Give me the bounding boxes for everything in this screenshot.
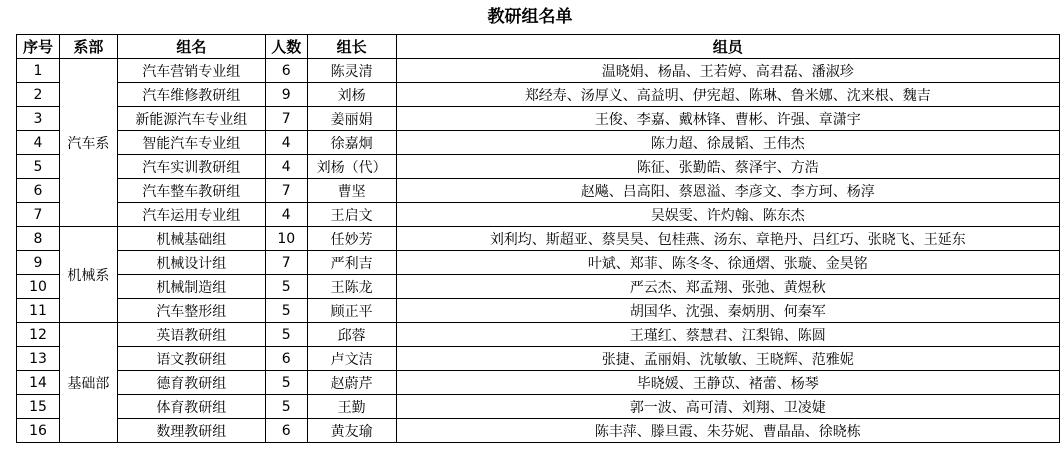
cell-group: 数理教研组 bbox=[117, 419, 265, 443]
header-row bbox=[17, 35, 1060, 59]
cell-members: 叶斌、郑菲、陈冬冬、徐通熠、张璇、金昊铭 bbox=[396, 251, 1059, 275]
table-row bbox=[17, 107, 1060, 131]
cell-group: 汽车实训教研组 bbox=[117, 155, 265, 179]
cell-index: 10 bbox=[17, 275, 60, 299]
cell-members: 郑经寿、汤厚义、高益明、伊宪超、陈琳、鲁米娜、沈来根、魏吉 bbox=[396, 83, 1059, 107]
cell-members: 严云杰、郑孟翔、张弛、黄煜秋 bbox=[396, 275, 1059, 299]
cell-count: 7 bbox=[265, 179, 307, 203]
cell-index: 1 bbox=[17, 59, 60, 83]
cell-leader: 赵蔚芹 bbox=[307, 371, 396, 395]
cell-leader: 邱蓉 bbox=[307, 323, 396, 347]
cell-count: 6 bbox=[265, 59, 307, 83]
cell-members: 毕晓媛、王静苡、褚蕾、杨琴 bbox=[396, 371, 1059, 395]
cell-leader: 刘杨（代） bbox=[307, 155, 396, 179]
cell-members: 胡国华、沈强、秦炳朋、何秦军 bbox=[396, 299, 1059, 323]
cell-members: 刘利均、斯超亚、蔡昊昊、包桂燕、汤东、章艳丹、吕红巧、张晓飞、王延东 bbox=[396, 227, 1059, 251]
table-row bbox=[17, 83, 1060, 107]
cell-count: 7 bbox=[265, 251, 307, 275]
cell-index: 9 bbox=[17, 251, 60, 275]
document-title: 教研组名单 bbox=[487, 7, 573, 27]
table-row bbox=[17, 395, 1060, 419]
cell-group: 语文教研组 bbox=[117, 347, 265, 371]
cell-index: 8 bbox=[17, 227, 60, 251]
table-row bbox=[17, 347, 1060, 371]
cell-index: 13 bbox=[17, 347, 60, 371]
cell-leader: 曹坚 bbox=[307, 179, 396, 203]
cell-members: 陈丰萍、滕旦霞、朱芬妮、曹晶晶、徐晓栋 bbox=[396, 419, 1059, 443]
header-group: 组名 bbox=[117, 35, 265, 59]
cell-count: 5 bbox=[265, 275, 307, 299]
cell-group: 体育教研组 bbox=[117, 395, 265, 419]
cell-index: 5 bbox=[17, 155, 60, 179]
cell-leader: 刘杨 bbox=[307, 83, 396, 107]
cell-members: 吴娱雯、许灼翰、陈东杰 bbox=[396, 203, 1059, 227]
cell-leader: 黄友瑜 bbox=[307, 419, 396, 443]
cell-group: 汽车整形组 bbox=[117, 299, 265, 323]
table-row bbox=[17, 227, 1060, 251]
cell-group: 机械基础组 bbox=[117, 227, 265, 251]
cell-leader: 卢文洁 bbox=[307, 347, 396, 371]
cell-group: 新能源汽车专业组 bbox=[117, 107, 265, 131]
cell-department: 汽车系 bbox=[59, 59, 117, 227]
cell-index: 12 bbox=[17, 323, 60, 347]
cell-count: 4 bbox=[265, 203, 307, 227]
table-row bbox=[17, 131, 1060, 155]
table-row bbox=[17, 203, 1060, 227]
cell-leader: 顾正平 bbox=[307, 299, 396, 323]
cell-count: 6 bbox=[265, 419, 307, 443]
cell-group: 汽车营销专业组 bbox=[117, 59, 265, 83]
cell-index: 4 bbox=[17, 131, 60, 155]
cell-group: 机械制造组 bbox=[117, 275, 265, 299]
cell-index: 6 bbox=[17, 179, 60, 203]
cell-members: 温晓娟、杨晶、王若婷、高君磊、潘淑珍 bbox=[396, 59, 1059, 83]
cell-count: 9 bbox=[265, 83, 307, 107]
cell-index: 15 bbox=[17, 395, 60, 419]
cell-count: 5 bbox=[265, 323, 307, 347]
header-count: 人数 bbox=[265, 35, 307, 59]
cell-group: 英语教研组 bbox=[117, 323, 265, 347]
cell-department: 基础部 bbox=[59, 323, 117, 443]
cell-members: 王俊、李嘉、戴林锋、曹彬、许强、章潇宇 bbox=[396, 107, 1059, 131]
cell-members: 陈力超、徐晟韬、王伟杰 bbox=[396, 131, 1059, 155]
cell-members: 赵飚、吕高阳、蔡恩溢、李彦文、李方珂、杨淳 bbox=[396, 179, 1059, 203]
cell-leader: 姜丽娟 bbox=[307, 107, 396, 131]
table-row bbox=[17, 323, 1060, 347]
table-row bbox=[17, 371, 1060, 395]
cell-index: 3 bbox=[17, 107, 60, 131]
cell-leader: 严利吉 bbox=[307, 251, 396, 275]
cell-group: 汽车整车教研组 bbox=[117, 179, 265, 203]
table-row bbox=[17, 419, 1060, 443]
cell-members: 张捷、孟丽娟、沈敏敏、王晓辉、范雅妮 bbox=[396, 347, 1059, 371]
cell-department: 机械系 bbox=[59, 227, 117, 323]
cell-group: 智能汽车专业组 bbox=[117, 131, 265, 155]
cell-leader: 徐嘉炯 bbox=[307, 131, 396, 155]
cell-count: 5 bbox=[265, 371, 307, 395]
cell-count: 10 bbox=[265, 227, 307, 251]
table-row bbox=[17, 179, 1060, 203]
header-index: 序号 bbox=[17, 35, 60, 59]
table-row bbox=[17, 251, 1060, 275]
cell-leader: 王勤 bbox=[307, 395, 396, 419]
cell-count: 4 bbox=[265, 131, 307, 155]
cell-leader: 王启文 bbox=[307, 203, 396, 227]
cell-count: 5 bbox=[265, 395, 307, 419]
table-row bbox=[17, 59, 1060, 83]
header-leader: 组长 bbox=[307, 35, 396, 59]
header-members: 组员 bbox=[396, 35, 1059, 59]
cell-count: 4 bbox=[265, 155, 307, 179]
table-row bbox=[17, 155, 1060, 179]
cell-leader: 任妙芳 bbox=[307, 227, 396, 251]
cell-index: 14 bbox=[17, 371, 60, 395]
teaching-group-table bbox=[16, 34, 1060, 443]
table-row bbox=[17, 299, 1060, 323]
cell-group: 汽车维修教研组 bbox=[117, 83, 265, 107]
cell-index: 2 bbox=[17, 83, 60, 107]
cell-leader: 陈灵清 bbox=[307, 59, 396, 83]
header-department: 系部 bbox=[59, 35, 117, 59]
cell-group: 汽车运用专业组 bbox=[117, 203, 265, 227]
cell-group: 德育教研组 bbox=[117, 371, 265, 395]
cell-index: 7 bbox=[17, 203, 60, 227]
cell-index: 16 bbox=[17, 419, 60, 443]
cell-count: 7 bbox=[265, 107, 307, 131]
table-row bbox=[17, 275, 1060, 299]
cell-leader: 王陈龙 bbox=[307, 275, 396, 299]
cell-members: 陈征、张勤皓、蔡泽宇、方浩 bbox=[396, 155, 1059, 179]
cell-members: 郭一波、高可清、刘翔、卫凌婕 bbox=[396, 395, 1059, 419]
cell-members: 王瑾红、蔡慧君、江梨锦、陈圆 bbox=[396, 323, 1059, 347]
cell-group: 机械设计组 bbox=[117, 251, 265, 275]
cell-count: 6 bbox=[265, 347, 307, 371]
cell-count: 5 bbox=[265, 299, 307, 323]
cell-index: 11 bbox=[17, 299, 60, 323]
